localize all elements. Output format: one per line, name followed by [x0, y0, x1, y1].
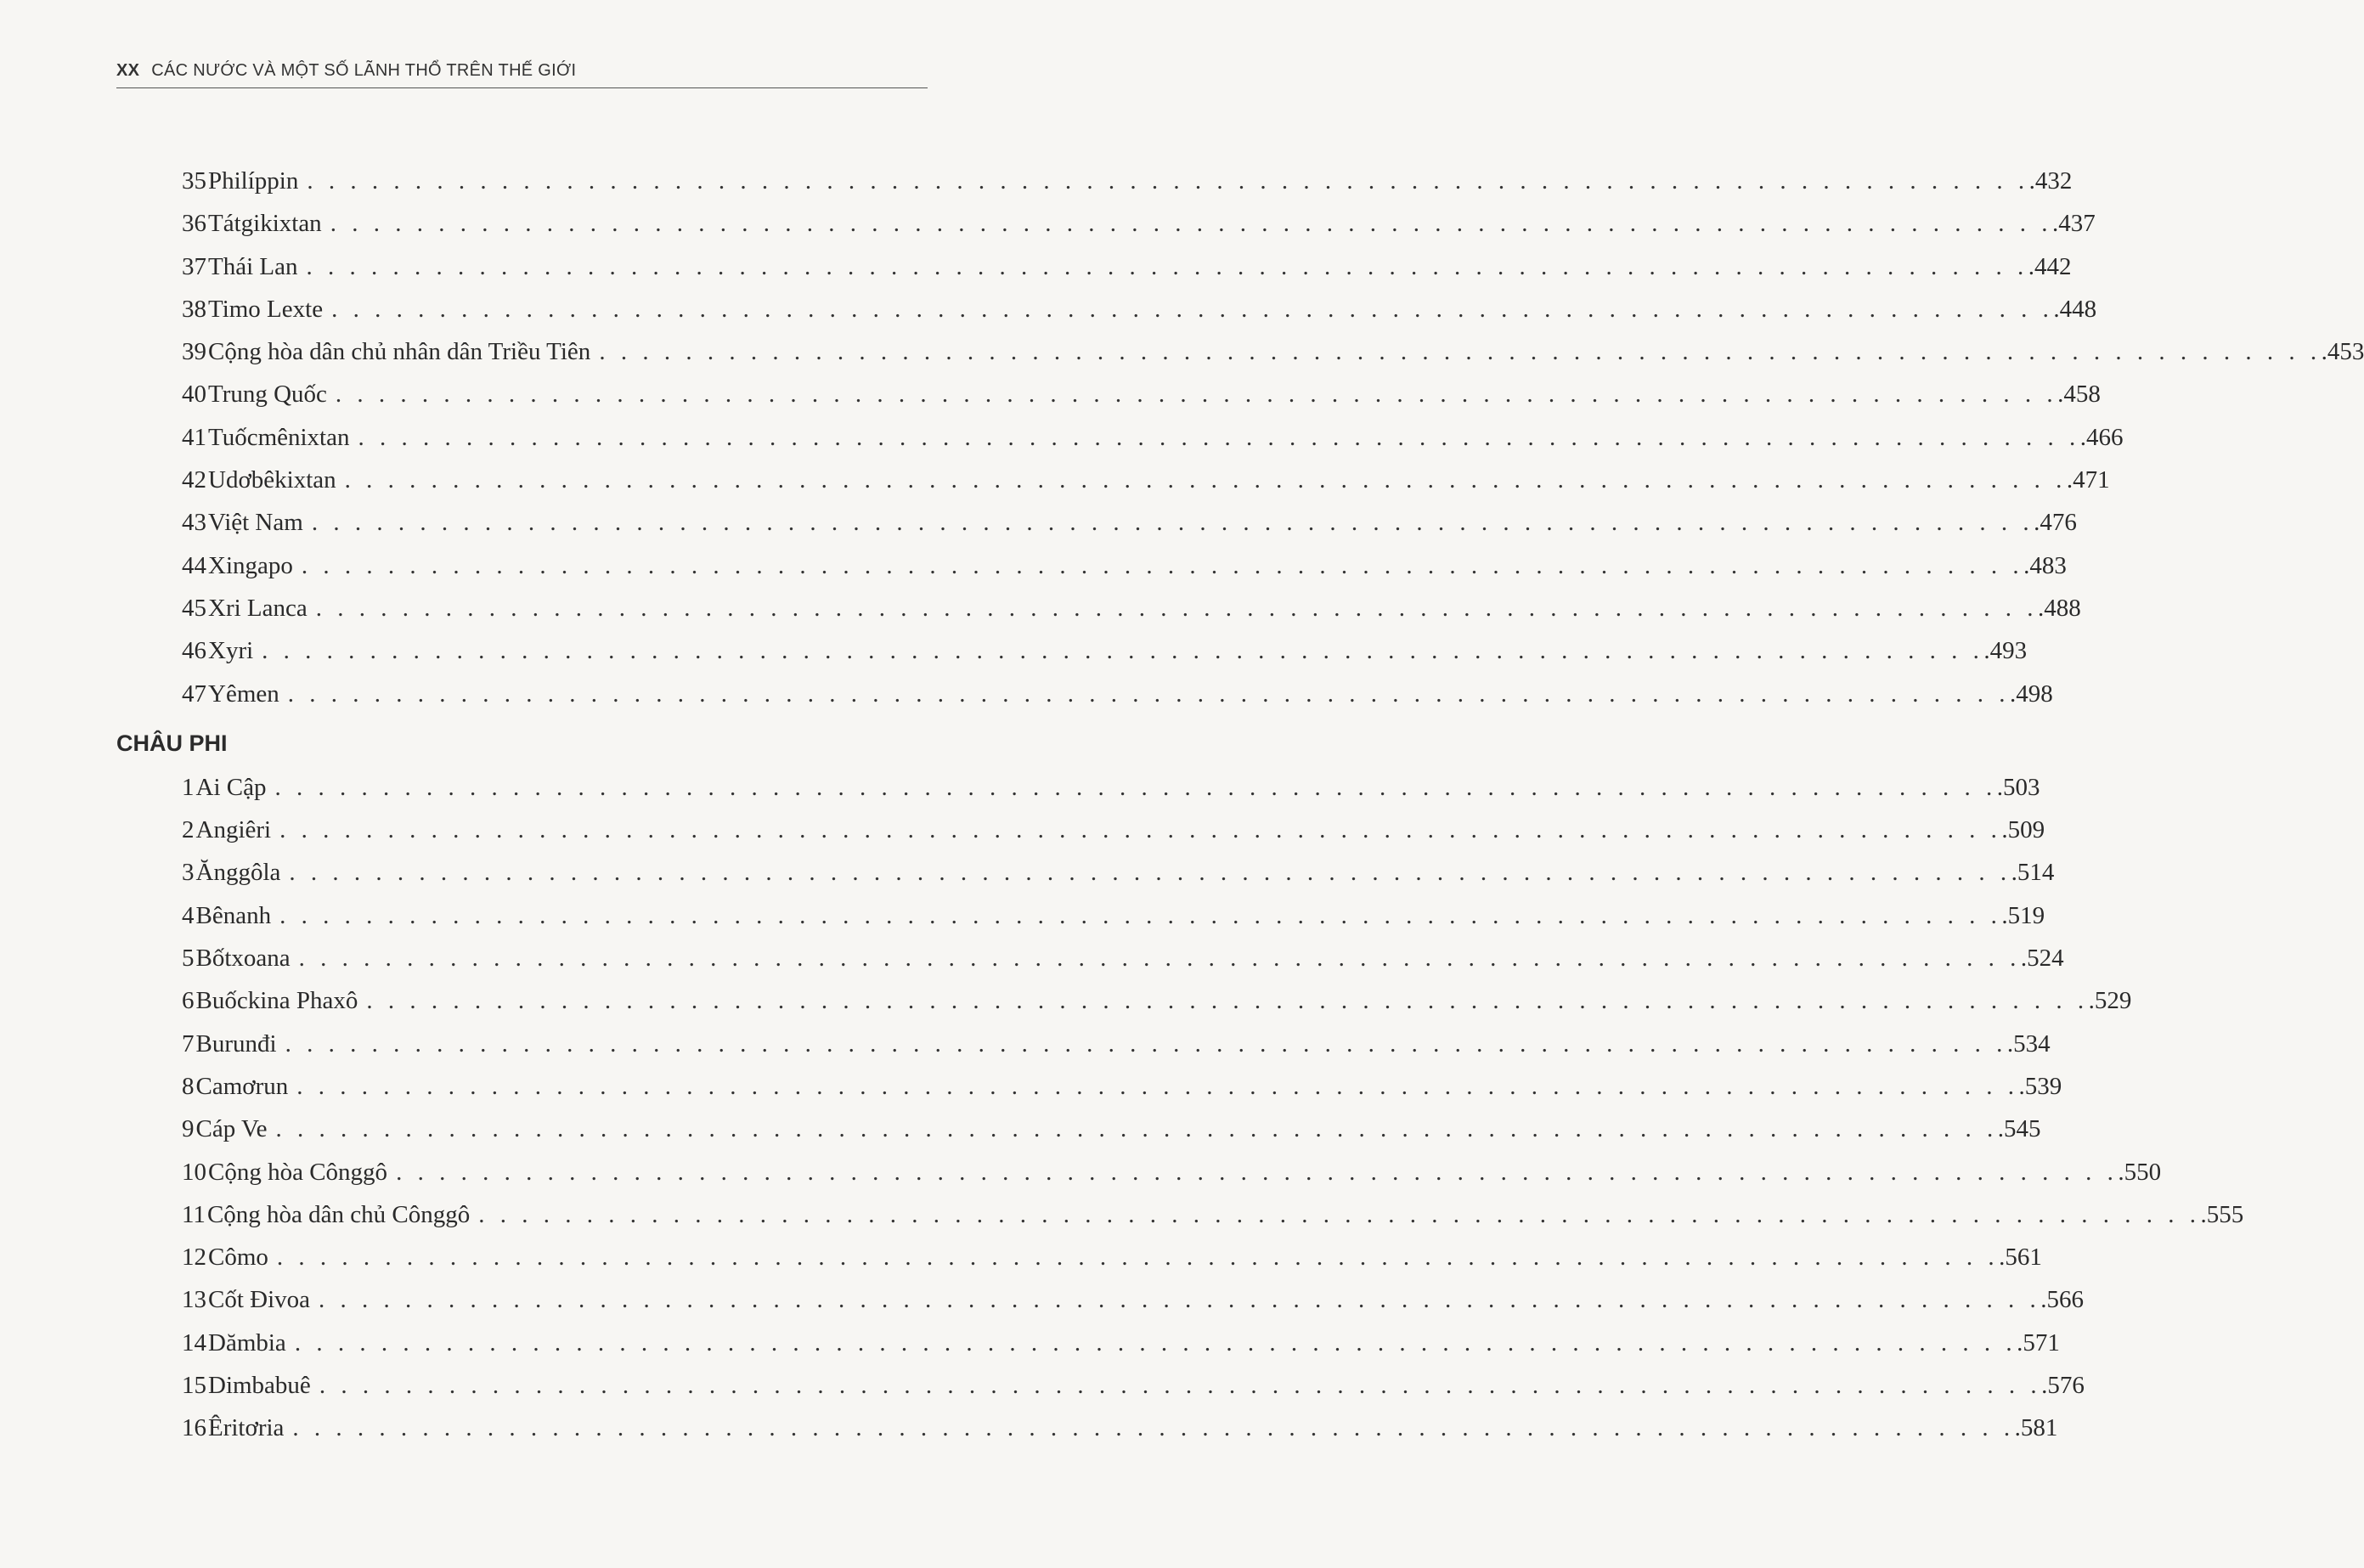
- entry-title: Buốckina Phaxô: [195, 987, 358, 1015]
- entry-number: 7: [182, 1029, 195, 1058]
- entry-number: 16: [182, 1414, 206, 1442]
- entry-number: 44: [182, 551, 206, 579]
- dot-leader: . . . . . . . . . . . . . . . . . . . . . . . . . . . . . . . . . . . . . . . . . . . . . . . . . . . . . . . . . . . . . . . . . . . . . . . . . . . . . . . .: [306, 252, 2028, 280]
- toc-entry: [116, 330, 2364, 373]
- entry-number: 35: [182, 167, 206, 195]
- toc-entry: [116, 587, 2081, 629]
- page-label: XX: [116, 61, 140, 80]
- entry-title: Thái Lan: [208, 252, 298, 280]
- entry-number: 45: [182, 594, 206, 622]
- entry-number: 11: [182, 1200, 206, 1228]
- dot-leader: . . . . . . . . . . . . . . . . . . . . . . . . . . . . . . . . . . . . . . . . . . . . . . . . . . . . . . . . . . . . . . . . . . . . . . . . . . . . . . . .: [319, 1372, 2042, 1400]
- entry-number: 3: [182, 859, 195, 887]
- entry-title: Cộng hòa dân chủ Cônggô: [206, 1200, 471, 1228]
- dot-leader: . . . . . . . . . . . . . . . . . . . . . . . . . . . . . . . . . . . . . . . . . . . . . . . . . . . . . . . . . . . . . . . . . . . . . . . . . . . . . . . .: [279, 816, 2002, 844]
- entry-page-number: .539: [2018, 1072, 2062, 1100]
- toc-entry: [116, 809, 2045, 851]
- entry-page-number: .561: [1999, 1244, 2042, 1272]
- entry-page-number: .545: [1997, 1115, 2041, 1143]
- entry-page-number: .442: [2028, 252, 2072, 280]
- dot-leader: . . . . . . . . . . . . . . . . . . . . . . . . . . . . . . . . . . . . . . . . . . . . . . . . . . . . . . . . . . . . . . . . . . . . . . . . . . . . . . . .: [311, 509, 2034, 537]
- toc-entry: [116, 288, 2097, 330]
- toc-entry: [116, 416, 2124, 459]
- entry-number: 42: [182, 466, 206, 494]
- entry-title: Ănggôla: [195, 859, 281, 887]
- entry-page-number: .571: [2017, 1328, 2060, 1356]
- entry-number: 8: [182, 1072, 195, 1100]
- entry-number: 40: [182, 381, 206, 409]
- dot-leader: . . . . . . . . . . . . . . . . . . . . . . . . . . . . . . . . . . . . . . . . . . . . . . . . . . . . . . . . . . . . . . . . . . . . . . . . . . . . . . . .: [289, 859, 2011, 887]
- entry-page-number: .524: [2020, 945, 2064, 973]
- entry-title: Cộng hòa dân chủ nhân dân Triều Tiên: [208, 338, 591, 366]
- toc-entry: [116, 979, 2132, 1022]
- toc-entry: [116, 673, 2053, 715]
- toc-entry: [116, 1151, 2162, 1193]
- entry-number: 13: [182, 1286, 206, 1314]
- entry-title: Cômo: [208, 1244, 268, 1272]
- entry-title: Tátgikixtan: [208, 210, 322, 238]
- entry-page-number: .458: [2057, 381, 2101, 409]
- entry-title: Timo Lexte: [208, 295, 324, 323]
- toc-entry: [116, 937, 2064, 979]
- toc-entry: [116, 501, 2077, 544]
- entry-page-number: .453: [2321, 338, 2364, 366]
- entry-page-number: .514: [2011, 859, 2055, 887]
- dot-leader: . . . . . . . . . . . . . . . . . . . . . . . . . . . . . . . . . . . . . . . . . . . . . . . . . . . . . . . . . . . . . . . . . . . . . . . . . . . . . . . .: [301, 551, 2024, 579]
- toc-entry: [116, 202, 2096, 245]
- entry-title: Udơbêkixtan: [208, 466, 336, 494]
- entry-title: Xri Lanca: [208, 594, 307, 622]
- entry-page-number: .488: [2038, 594, 2081, 622]
- entry-number: 38: [182, 295, 206, 323]
- entry-number: 10: [182, 1158, 206, 1186]
- entry-page-number: .476: [2034, 509, 2077, 537]
- entry-title: Việt Nam: [208, 509, 303, 537]
- dot-leader: . . . . . . . . . . . . . . . . . . . . . . . . . . . . . . . . . . . . . . . . . . . . . . . . . . . . . . . . . . . . . . . . . . . . . . . . . . . . . . . .: [315, 594, 2038, 622]
- entry-title: Philíppin: [208, 167, 299, 195]
- entry-title: Dămbia: [208, 1328, 286, 1356]
- entry-number: 46: [182, 637, 206, 665]
- entry-title: Êritơria: [208, 1414, 285, 1442]
- entry-title: Cáp Ve: [195, 1115, 268, 1143]
- entry-page-number: .483: [2023, 551, 2067, 579]
- dot-leader: . . . . . . . . . . . . . . . . . . . . . . . . . . . . . . . . . . . . . . . . . . . . . . . . . . . . . . . . . . . . . . . . . . . . . . . . . . . . . . . .: [331, 295, 2054, 323]
- toc-entry: [116, 373, 2101, 415]
- entry-number: 37: [182, 252, 206, 280]
- dot-leader: . . . . . . . . . . . . . . . . . . . . . . . . . . . . . . . . . . . . . . . . . . . . . . . . . . . . . . . . . . . . . . . . . . . . . . . . . . . . . . . .: [276, 1244, 2000, 1272]
- toc-entry: [116, 1364, 2085, 1407]
- entry-number: 2: [182, 816, 195, 844]
- entry-number: 1: [182, 773, 195, 801]
- entry-number: 47: [182, 680, 206, 708]
- entry-page-number: .493: [1983, 637, 2028, 665]
- toc-entry: [116, 160, 2073, 202]
- entry-number: 9: [182, 1115, 195, 1143]
- entry-number: 14: [182, 1328, 206, 1356]
- entry-page-number: .566: [2040, 1286, 2085, 1314]
- entry-page-number: .555: [2200, 1200, 2244, 1228]
- toc-entry: [116, 544, 2067, 587]
- dot-leader: . . . . . . . . . . . . . . . . . . . . . . . . . . . . . . . . . . . . . . . . . . . . . . . . . . . . . . . . . . . . . . . . . . . . . . . . . . . . . . . .: [279, 901, 2002, 929]
- entry-page-number: .466: [2079, 423, 2124, 451]
- dot-leader: . . . . . . . . . . . . . . . . . . . . . . . . . . . . . . . . . . . . . . . . . . . . . . . . . . . . . . . . . . . . . . . . . . . . . . . . . . . . . . . .: [298, 945, 2021, 973]
- dot-leader: . . . . . . . . . . . . . . . . . . . . . . . . . . . . . . . . . . . . . . . . . . . . . . . . . . . . . . . . . . . . . . . . . . . . . . . . . . . . . . . .: [319, 1286, 2041, 1314]
- toc-entry: [116, 1407, 2058, 1449]
- toc-entry: [116, 1023, 2051, 1065]
- section-heading-africa: CHÂU PHI: [116, 730, 228, 756]
- entry-number: 43: [182, 509, 206, 537]
- entry-page-number: .550: [2118, 1158, 2162, 1186]
- entry-page-number: .534: [2006, 1029, 2051, 1058]
- dot-leader: . . . . . . . . . . . . . . . . . . . . . . . . . . . . . . . . . . . . . . . . . . . . . . . . . . . . . . . . . . . . . . . . . . . . . . . . . . . . . . . .: [285, 1029, 2007, 1058]
- entry-number: 15: [182, 1372, 206, 1400]
- entry-number: 39: [182, 338, 206, 366]
- entry-title: Xyri: [208, 637, 254, 665]
- toc-entry: [116, 851, 2055, 894]
- dot-leader: . . . . . . . . . . . . . . . . . . . . . . . . . . . . . . . . . . . . . . . . . . . . . . . . . . . . . . . . . . . . . . . . . . . . . . . . . . . . . . . .: [599, 338, 2322, 366]
- dot-leader: . . . . . . . . . . . . . . . . . . . . . . . . . . . . . . . . . . . . . . . . . . . . . . . . . . . . . . . . . . . . . . . . . . . . . . . . . . . . . . . .: [262, 637, 1984, 665]
- entry-number: 41: [182, 423, 206, 451]
- entry-title: Burunđi: [195, 1029, 277, 1058]
- dot-leader: . . . . . . . . . . . . . . . . . . . . . . . . . . . . . . . . . . . . . . . . . . . . . . . . . . . . . . . . . . . . . . . . . . . . . . . . . . . . . . . .: [307, 167, 2029, 195]
- dot-leader: . . . . . . . . . . . . . . . . . . . . . . . . . . . . . . . . . . . . . . . . . . . . . . . . . . . . . . . . . . . . . . . . . . . . . . . . . . . . . . . .: [396, 1158, 2119, 1186]
- entry-title: Dimbabuê: [208, 1372, 311, 1400]
- entry-title: Trung Quốc: [208, 381, 327, 409]
- dot-leader: . . . . . . . . . . . . . . . . . . . . . . . . . . . . . . . . . . . . . . . . . . . . . . . . . . . . . . . . . . . . . . . . . . . . . . . . . . . . . . . .: [294, 1328, 2017, 1356]
- entry-number: 36: [182, 210, 206, 238]
- toc-entry: [116, 629, 2028, 672]
- toc-entry: [116, 766, 2040, 809]
- entry-page-number: .519: [2001, 901, 2045, 929]
- entry-title: Cốt Đivoa: [208, 1286, 311, 1314]
- dot-leader: . . . . . . . . . . . . . . . . . . . . . . . . . . . . . . . . . . . . . . . . . . . . . . . . . . . . . . . . . . . . . . . . . . . . . . . . . . . . . . . .: [275, 1115, 1998, 1143]
- running-header: [116, 61, 928, 88]
- entry-number: 12: [182, 1244, 206, 1272]
- entry-page-number: .448: [2053, 295, 2097, 323]
- entry-page-number: .471: [2066, 466, 2110, 494]
- dot-leader: . . . . . . . . . . . . . . . . . . . . . . . . . . . . . . . . . . . . . . . . . . . . . . . . . . . . . . . . . . . . . . . . . . . . . . . . . . . . . . . .: [274, 773, 1997, 801]
- entry-title: Tuốcmênixtan: [208, 423, 350, 451]
- entry-title: Angiêri: [195, 816, 272, 844]
- toc-entry: [116, 1065, 2062, 1108]
- dot-leader: . . . . . . . . . . . . . . . . . . . . . . . . . . . . . . . . . . . . . . . . . . . . . . . . . . . . . . . . . . . . . . . . . . . . . . . . . . . . . . . .: [366, 987, 2089, 1015]
- entry-page-number: .498: [2010, 680, 2053, 708]
- entry-number: 5: [182, 945, 195, 973]
- running-title: CÁC NƯỚC VÀ MỘT SỐ LÃNH THỔ TRÊN THẾ GIỚI: [151, 61, 577, 80]
- entry-title: Bốtxoana: [195, 945, 291, 973]
- dot-leader: . . . . . . . . . . . . . . . . . . . . . . . . . . . . . . . . . . . . . . . . . . . . . . . . . . . . . . . . . . . . . . . . . . . . . . . . . . . . . . . .: [358, 423, 2080, 451]
- dot-leader: . . . . . . . . . . . . . . . . . . . . . . . . . . . . . . . . . . . . . . . . . . . . . . . . . . . . . . . . . . . . . . . . . . . . . . . . . . . . . . . .: [335, 381, 2058, 409]
- entry-page-number: .576: [2041, 1372, 2085, 1400]
- dot-leader: . . . . . . . . . . . . . . . . . . . . . . . . . . . . . . . . . . . . . . . . . . . . . . . . . . . . . . . . . . . . . . . . . . . . . . . . . . . . . . . .: [292, 1414, 2015, 1442]
- entry-page-number: .509: [2001, 816, 2045, 844]
- toc-entry: [116, 1236, 2042, 1278]
- dot-leader: . . . . . . . . . . . . . . . . . . . . . . . . . . . . . . . . . . . . . . . . . . . . . . . . . . . . . . . . . . . . . . . . . . . . . . . . . . . . . . . .: [478, 1200, 2201, 1228]
- dot-leader: . . . . . . . . . . . . . . . . . . . . . . . . . . . . . . . . . . . . . . . . . . . . . . . . . . . . . . . . . . . . . . . . . . . . . . . . . . . . . . . .: [330, 210, 2052, 238]
- entry-page-number: .503: [1996, 773, 2040, 801]
- dot-leader: . . . . . . . . . . . . . . . . . . . . . . . . . . . . . . . . . . . . . . . . . . . . . . . . . . . . . . . . . . . . . . . . . . . . . . . . . . . . . . . .: [296, 1072, 2019, 1100]
- entry-title: Yêmen: [208, 680, 279, 708]
- toc-entry: [116, 245, 2072, 288]
- entry-page-number: .581: [2014, 1414, 2058, 1442]
- toc-entry: [116, 459, 2110, 501]
- entry-title: Bênanh: [195, 901, 272, 929]
- table-of-contents: [116, 160, 2364, 1450]
- entry-page-number: .529: [2088, 987, 2132, 1015]
- entry-page-number: .432: [2028, 167, 2073, 195]
- dot-leader: . . . . . . . . . . . . . . . . . . . . . . . . . . . . . . . . . . . . . . . . . . . . . . . . . . . . . . . . . . . . . . . . . . . . . . . . . . . . . . . .: [344, 466, 2067, 494]
- entry-title: Ai Cập: [195, 773, 267, 801]
- toc-entry: [116, 894, 2045, 937]
- entry-page-number: .437: [2051, 210, 2096, 238]
- entry-title: Xingapo: [208, 551, 293, 579]
- toc-entry: [116, 1108, 2041, 1150]
- entry-title: Camơrun: [195, 1072, 289, 1100]
- dot-leader: . . . . . . . . . . . . . . . . . . . . . . . . . . . . . . . . . . . . . . . . . . . . . . . . . . . . . . . . . . . . . . . . . . . . . . . . . . . . . . . .: [287, 680, 2010, 708]
- entry-number: 4: [182, 901, 195, 929]
- toc-entry: [116, 1322, 2060, 1364]
- toc-entry: [116, 1278, 2085, 1321]
- entry-number: 6: [182, 987, 195, 1015]
- toc-entry: [116, 1193, 2244, 1236]
- entry-title: Cộng hòa Cônggô: [208, 1158, 388, 1186]
